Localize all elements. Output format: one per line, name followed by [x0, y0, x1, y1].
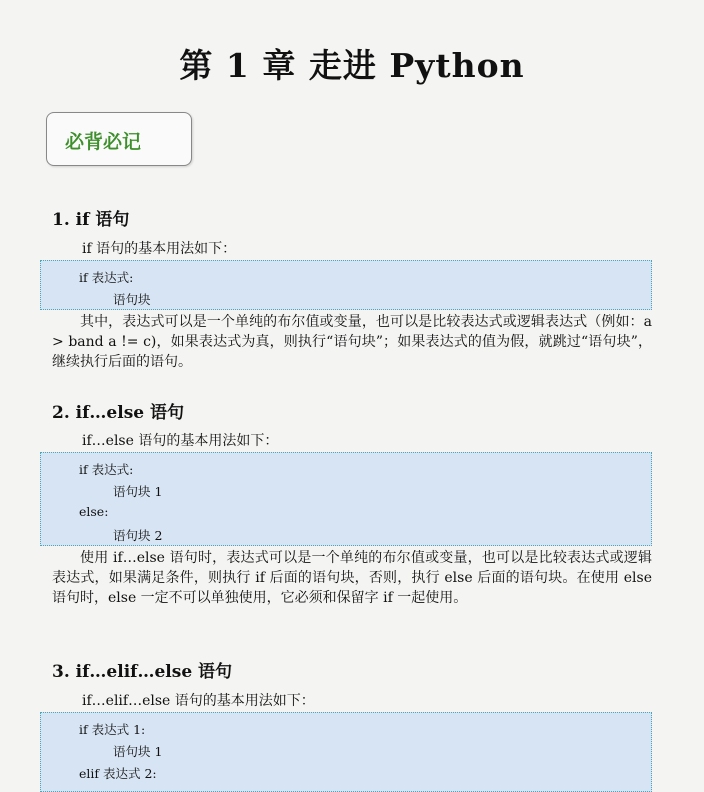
code-line: if 表达式:	[79, 462, 134, 477]
code-line: 语句块 1	[113, 484, 163, 499]
code-line: if 表达式 1:	[79, 722, 146, 737]
code-line: if 表达式:	[79, 270, 134, 285]
section-title-if-elif-else: 3. if…elif…else 语句	[52, 662, 233, 682]
code-line: else:	[79, 504, 109, 519]
chapter-title: 第 1 章 走进 Python	[179, 46, 525, 85]
section-intro-if-else: if…else 语句的基本用法如下：	[82, 433, 279, 449]
section-intro-if-elif-else: if…elif…else 语句的基本用法如下：	[82, 693, 315, 709]
section-title-if: 1. if 语句	[52, 210, 130, 230]
section-title-if-else: 2. if…else 语句	[52, 403, 185, 423]
code-block-if-else	[40, 452, 652, 546]
section-paragraph-if: 其中，表达式可以是一个单纯的布尔值或变量，也可以是比较表达式或逻辑表达式（例如：a > band a != c)，如果表达式为真，则执行“语句块”；如果表达式的值为假，就跳过“语句块”，继续执行后面的语句。	[52, 314, 652, 370]
code-line: 语句块	[113, 292, 151, 307]
code-block-if	[40, 260, 652, 310]
section-paragraph-if-else: 使用 if…else 语句时，表达式可以是一个单纯的布尔值或变量，也可以是比较表达式或逻辑表达式，如果满足条件，则执行 if 后面的语句块，否则，执行 else 后面的语句块。在使用 else 语句时，else 一定不可以单独使用，它必须和保留字 if 一起使用。	[52, 550, 652, 606]
code-block-if-elif-else	[40, 712, 652, 792]
memo-label: 必背必记	[65, 131, 142, 153]
memo-box	[46, 112, 192, 166]
code-line: 语句块 2	[113, 528, 163, 543]
code-line: elif 表达式 2:	[79, 766, 157, 781]
section-intro-if: if 语句的基本用法如下：	[82, 241, 237, 257]
code-line: 语句块 1	[113, 744, 163, 759]
